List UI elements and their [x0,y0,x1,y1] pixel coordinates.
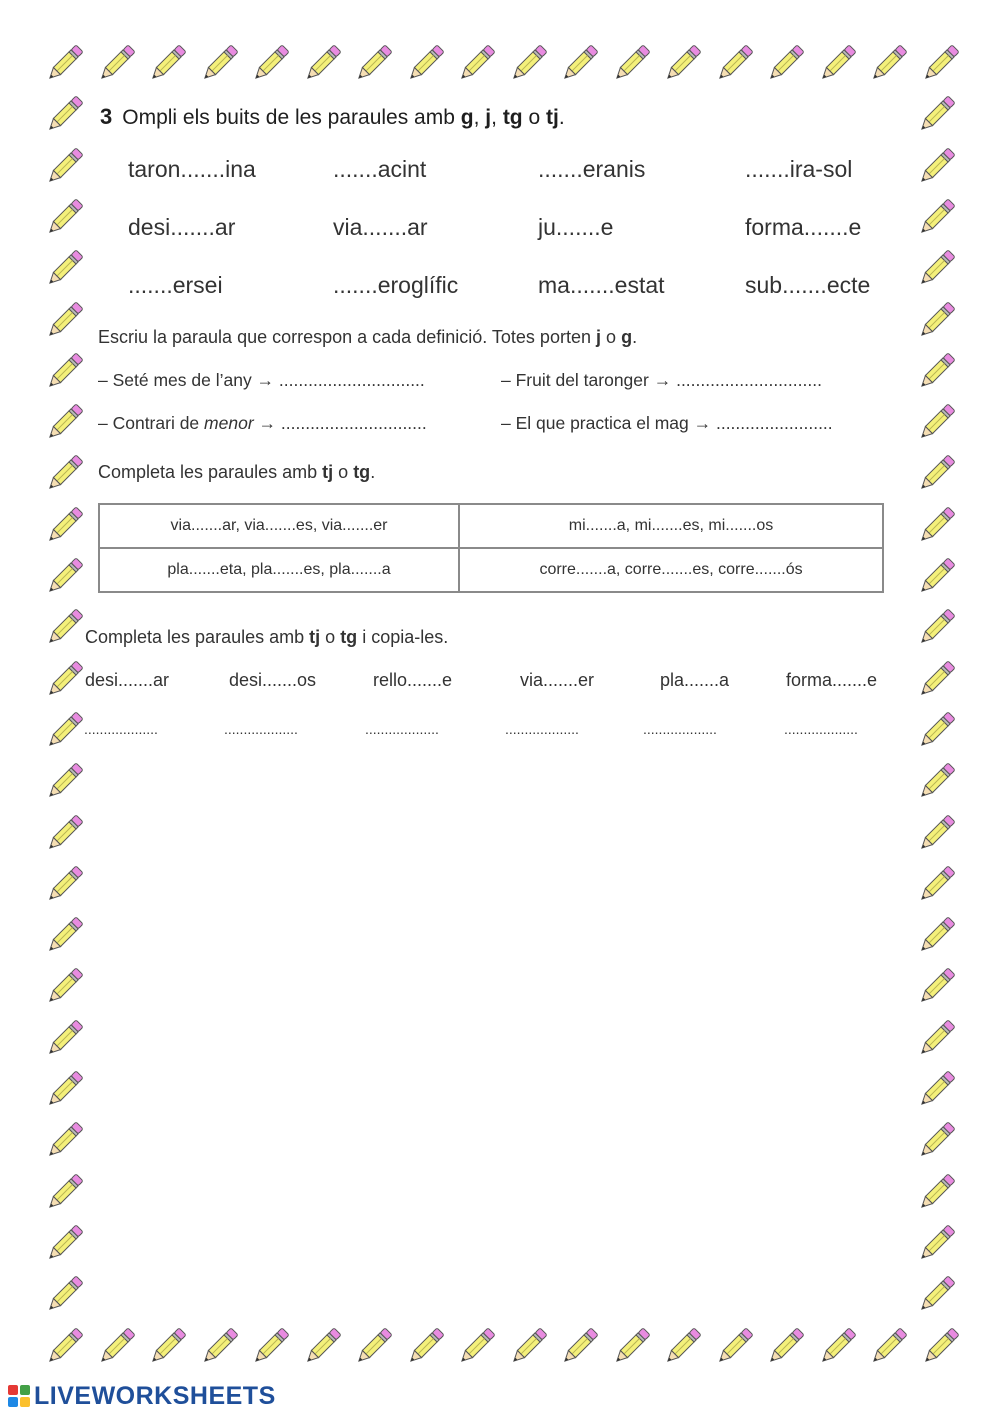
pencil-icon [42,1222,86,1266]
pencil-icon [914,812,958,856]
pencil-icon [557,1325,601,1369]
separator-or: o [338,462,349,482]
pencil-icon [815,1325,859,1369]
definition-answer-line: → .............................. [258,413,427,433]
pencil-icon [914,1222,958,1266]
pencil-icon [914,863,958,907]
copy-line[interactable]: ................... [643,721,717,735]
fill-word[interactable]: ma.......estat [538,272,665,298]
pencil-icon [914,1171,958,1215]
separator-or: o [606,327,617,347]
words-table [98,503,884,593]
option-tg: tg [353,462,371,482]
pencil-icon [914,1068,958,1112]
definition-1[interactable]: – Seté mes de l’any → .............................. [98,370,425,390]
pencil-icon [42,555,86,599]
table-cell[interactable]: via.......ar, via.......es, via.......er [99,504,459,548]
pencil-icon [454,1325,498,1369]
copy-line[interactable]: ................... [224,721,298,735]
fill-word[interactable]: via.......er [520,670,595,690]
table-cell[interactable]: corre.......a, corre.......es, corre.......ós [459,548,883,592]
pencil-icon [914,1017,958,1061]
copy-line[interactable]: ................... [365,721,439,735]
letter-j: j [596,327,602,347]
fill-word[interactable]: forma.......e [786,670,878,690]
table-row [99,548,883,592]
pencil-icon [42,247,86,291]
fill-word[interactable]: pla.......a [660,670,730,690]
pencil-icon [914,965,958,1009]
pencil-icon [914,93,958,137]
logo-square [8,1385,18,1395]
pencil-icon [351,1325,395,1369]
pencil-icon [914,606,958,650]
pencil-icon [42,606,86,650]
exercise-1-instruction: Ompli els buits de les paraules amb [122,106,455,129]
pencil-icon [660,1325,704,1369]
pencil-icon [914,350,958,394]
pencil-icon [712,42,756,86]
fill-word[interactable]: .......ira-sol [745,156,853,182]
exercise-2-instruction [98,327,637,348]
table-cell[interactable]: mi.......a, mi.......es, mi.......os [459,504,883,548]
pencil-icon [42,965,86,1009]
exercise-number: 3 [100,104,113,129]
pencil-icon [197,42,241,86]
pencil-icon [914,299,958,343]
fill-word[interactable]: .......eranis [538,156,646,182]
pencil-icon [557,42,601,86]
pencil-icon [42,42,86,86]
fill-word[interactable]: .......ersei [128,272,223,298]
pencil-icon [197,1325,241,1369]
definition-2[interactable]: – Fruit del taronger → .............................. [501,370,822,390]
pencil-icon [42,504,86,548]
pencil-icon [42,93,86,137]
fill-word[interactable]: desi.......ar [128,214,236,240]
pencil-icon [914,452,958,496]
logo-square [20,1397,30,1407]
fill-word[interactable]: .......acint [333,156,427,182]
logo-text: LIVEWORKSHEETS [34,1381,276,1410]
pencil-icon [914,555,958,599]
pencil-icon [763,1325,807,1369]
fill-word[interactable]: rello.......e [373,670,453,690]
pencil-icon [42,1273,86,1317]
fill-word[interactable]: desi.......os [229,670,317,690]
exercise-1-title [100,104,565,130]
logo-icon [8,1385,30,1407]
separator: , [473,106,480,129]
pencil-icon [145,42,189,86]
fill-word[interactable]: forma.......e [745,214,862,240]
fill-word[interactable]: sub.......ecte [745,272,871,298]
separator: , [491,106,497,129]
pencil-icon [42,1017,86,1061]
pencil-icon [42,299,86,343]
fill-word[interactable]: taron.......ina [128,156,256,182]
copy-line[interactable]: ................... [784,721,858,735]
option-j: j [485,106,492,129]
pencil-icon [42,145,86,189]
definition-italic-word: menor [204,413,254,433]
pencil-icon [914,1273,958,1317]
table-cell[interactable]: pla.......eta, pla.......es, pla.......a [99,548,459,592]
logo-square [20,1385,30,1395]
pencil-icon [609,1325,653,1369]
pencil-icon [914,504,958,548]
exercise-4-instruction [85,627,448,648]
pencil-icon [42,1068,86,1112]
pencil-icon [42,452,86,496]
instruction-text: Escriu la paraula que correspon a cada definició. Totes porten [98,327,591,347]
pencil-icon [914,401,958,445]
pencil-icon [94,42,138,86]
option-tj: tj [322,462,334,482]
pencil-icon [506,1325,550,1369]
pencil-icon [42,812,86,856]
logo-square [8,1397,18,1407]
pencil-icon [42,914,86,958]
option-tj: tj [309,627,321,647]
pencil-icon [42,709,86,753]
fill-word[interactable]: .......eroglífic [333,272,459,298]
pencil-icon [42,1171,86,1215]
pencil-icon [248,42,292,86]
separator-or: o [528,106,541,129]
period: . [632,327,638,347]
copy-line[interactable]: ................... [505,721,579,735]
definition-4[interactable]: – El que practica el mag → ........................ [501,413,833,433]
pencil-icon [42,1325,86,1369]
pencil-icon [94,1325,138,1369]
pencil-icon [914,1119,958,1163]
pencil-icon [506,42,550,86]
period: . [558,106,565,129]
pencil-icon [763,42,807,86]
pencil-icon [403,42,447,86]
option-tg: tg [340,627,358,647]
fill-word[interactable]: ju.......e [538,214,614,240]
pencil-icon [300,1325,344,1369]
period: . [370,462,376,482]
definition-3[interactable] [98,413,427,434]
pencil-icon [866,1325,910,1369]
pencil-icon [300,42,344,86]
letter-g: g [621,327,633,347]
exercise-3-instruction [98,462,375,483]
pencil-icon [712,1325,756,1369]
pencil-icon [42,350,86,394]
pencil-icon [145,1325,189,1369]
separator-or: o [325,627,336,647]
pencil-icon [914,914,958,958]
pencil-icon [815,42,859,86]
pencil-icon [248,1325,292,1369]
option-g: g [460,106,474,129]
table-row [99,504,883,548]
copy-line[interactable]: ................... [84,721,158,735]
option-tg: tg [502,106,523,129]
instruction-text: Completa les paraules amb [85,627,305,647]
pencil-icon [914,145,958,189]
pencil-icon [918,1325,962,1369]
pencil-icon [454,42,498,86]
pencil-icon [660,42,704,86]
pencil-icon [42,863,86,907]
pencil-icon [914,196,958,240]
pencil-icon [914,709,958,753]
pencil-icon [914,760,958,804]
instruction-end: i copia-les. [362,627,449,647]
option-tj: tj [546,106,559,129]
pencil-icon [42,658,86,702]
pencil-icon [351,42,395,86]
instruction-text: Completa les paraules amb [98,462,318,482]
pencil-icon [42,760,86,804]
pencil-icon [914,658,958,702]
liveworksheets-logo[interactable] [8,1382,276,1410]
definition-text: – Contrari de [98,413,200,433]
pencil-icon [42,401,86,445]
pencil-icon [42,196,86,240]
pencil-icon [609,42,653,86]
fill-word[interactable]: desi.......ar [85,670,170,690]
pencil-icon [914,247,958,291]
pencil-icon [403,1325,447,1369]
pencil-icon [918,42,962,86]
pencil-icon [42,1119,86,1163]
fill-word[interactable]: via.......ar [333,214,428,240]
pencil-icon [866,42,910,86]
